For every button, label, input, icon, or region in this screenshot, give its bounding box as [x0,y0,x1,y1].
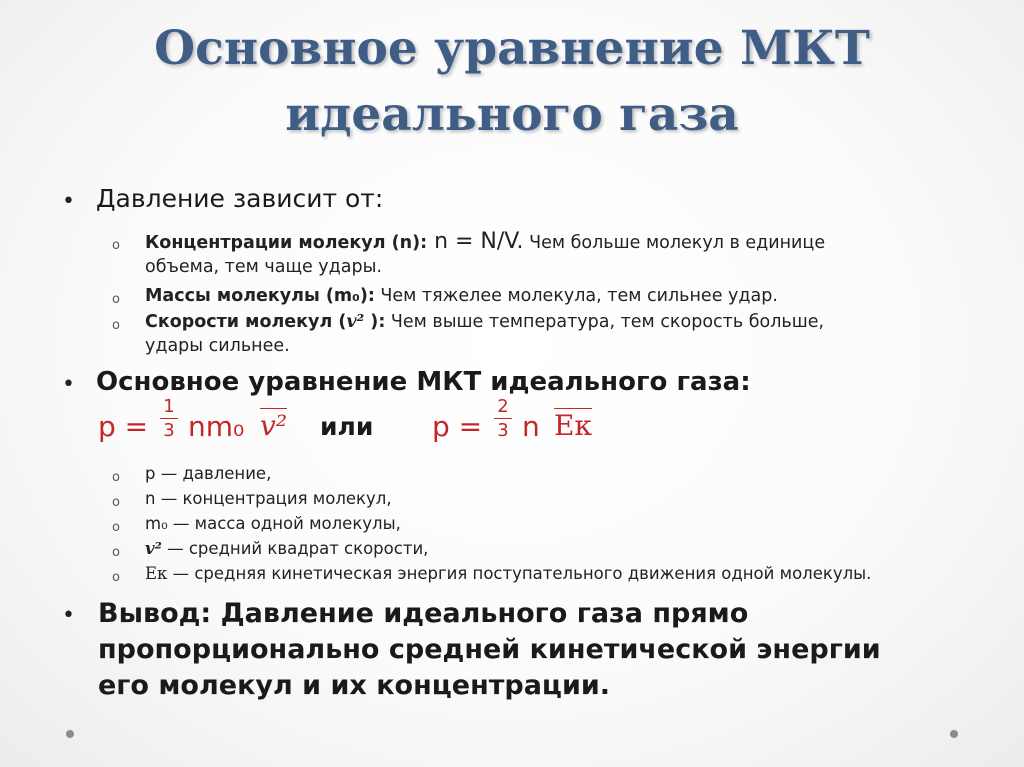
sub-item-label: Массы молекулы (m₀) [145,286,368,306]
def-velocity [145,537,965,561]
bullet-marker: • [62,372,75,397]
formula1-numerator: 1 [163,396,175,417]
conclusion-line1: Вывод: Давление идеального газа прямо [98,598,749,629]
def-symbol: p [145,464,156,483]
def-symbol: m₀ [145,514,168,533]
formula2-denominator: 3 [497,420,509,441]
formula2-kinetic-energy: Eк [554,409,592,442]
bullet-pressure-depends: Давление зависит от: [96,184,384,213]
formula1-rhs: nm₀ [188,410,245,443]
def-concentration [145,487,965,511]
formula1-denominator: 3 [163,420,175,441]
colon: : [367,286,375,306]
speed-symbol: v² [346,312,365,332]
def-symbol: v² [145,539,162,558]
formula1-lhs: p = [98,410,149,443]
slide-title [0,16,1024,148]
sub-item-label: Концентрации молекул (n) [145,233,421,253]
slide-title-line2: идеального газа [285,87,739,142]
sub-item-text: Чем тяжелее молекула, тем сильнее удар. [374,286,778,306]
equation-row [98,396,798,462]
def-text: — средний квадрат скорости, [161,539,429,558]
sub-item-text-cont: удары сильнее. [145,336,290,356]
conclusion-line2: пропорционально средней кинетической энергии [98,634,881,665]
or-text: или [320,412,374,441]
formula2-fraction [494,396,512,441]
decor-dot-right [950,730,958,738]
sub-marker: o [112,495,120,510]
formula2-lhs: p = [432,410,483,443]
colon: : [378,312,386,332]
def-energy [145,562,965,586]
def-symbol: n [145,489,156,508]
sub-item-label: Скорости молекул ( [145,312,347,332]
formula2-rhs: n [522,410,540,443]
sub-marker: o [112,545,120,560]
def-symbol: Eк [145,564,168,583]
def-text: — масса одной молекулы, [167,514,401,533]
bullet-main-equation: Основное уравнение МКТ идеального газа: [96,367,751,397]
sub-marker: o [112,570,120,585]
sub-item-text: Чем выше температура, тем скорость больше, [385,312,825,332]
def-text: — давление, [155,464,272,483]
decor-dot-left [66,730,74,738]
formula2-numerator: 2 [497,396,509,417]
sub-marker: o [112,238,120,253]
def-pressure [145,462,965,486]
sub-marker: o [112,318,120,333]
conclusion-line3: его молекул и их концентрации. [98,670,611,701]
bullet-marker: • [62,603,75,628]
def-mass [145,512,965,536]
sub-item-speed [145,310,965,358]
formula1-mean-square-velocity: v² [260,409,288,442]
def-text: — средняя кинетическая энергия поступательного движения одной молекулы. [167,564,872,583]
sub-marker: o [112,292,120,307]
sub-item-text-cont: объема, тем чаще удары. [145,257,382,277]
sub-item-text: Чем больше молекул в единице [523,233,826,253]
label-end: ) [364,312,379,332]
slide-title-line1: Основное уравнение МКТ [154,21,870,76]
sub-item-mass [145,284,965,308]
conclusion [98,596,948,704]
def-text: — концентрация молекул, [155,489,392,508]
sub-marker: o [112,470,120,485]
sub-marker: o [112,520,120,535]
colon: : [420,233,428,253]
formula1-fraction [160,396,178,441]
bullet-marker: • [62,189,75,214]
sub-item-concentration [145,230,965,279]
concentration-formula: n = N/V. [427,229,524,254]
